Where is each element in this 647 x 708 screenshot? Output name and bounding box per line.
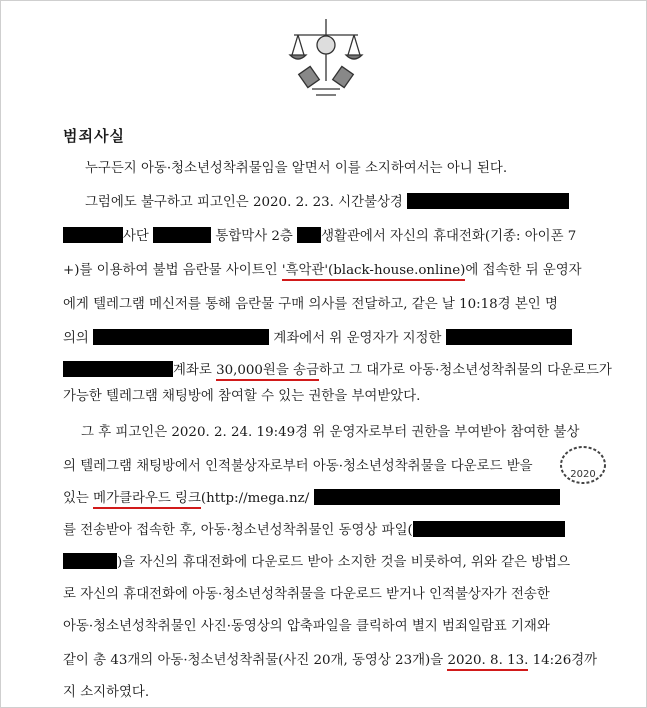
text-line-3: 사단 통합막사 2층 생활관에서 자신의 휴대전화(기종: 아이폰 7	[63, 227, 576, 247]
redaction	[63, 227, 123, 243]
redaction	[153, 227, 211, 243]
redaction	[297, 227, 321, 243]
court-seal-icon	[286, 11, 366, 101]
text-line-7: 계좌로 30,000원을 송금하고 그 대가로 아동·청소년성착취물의 다운로드가	[63, 361, 612, 381]
text-line-9: 그 후 피고인은 2020. 2. 24. 19:49경 위 운영자로부터 권한을 부여받아 참여한 불상	[81, 425, 580, 440]
section-heading: 범죄사실	[63, 127, 125, 145]
redaction	[446, 329, 572, 345]
underlined-link-text: 메가클라우드 링크	[93, 491, 201, 509]
text-line-10: 의 텔레그램 채팅방에서 인적불상자로부터 아동·청소년성착취물을 다운로드 받을	[63, 459, 533, 474]
redaction	[314, 489, 560, 505]
underlined-site-name: '흑악관'(black-house.online)	[282, 263, 466, 281]
text-line-5: 에게 텔레그램 메신저를 통해 음란물 구매 의사를 전달하고, 같은 날 10:18경 본인 명	[63, 297, 558, 312]
stamp-text: 2020	[570, 469, 596, 480]
text-line-16: 같이 총 43개의 아동·청소년성착취물(사진 20개, 동영상 23개)을 2020. 8. 13. 14:26경까	[63, 651, 597, 671]
redaction	[413, 521, 565, 537]
text-line-8: 가능한 텔레그램 채팅방에 참여할 수 있는 권한을 부여받았다.	[63, 389, 421, 404]
text-line-2: 그럼에도 불구하고 피고인은 2020. 2. 23. 시간불상경	[85, 193, 569, 213]
text-line-12: 를 전송받아 접속한 후, 아동·청소년성착취물인 동영상 파일(	[63, 521, 565, 541]
redaction	[407, 193, 569, 209]
text-line-17: 지 소지하였다.	[63, 685, 150, 700]
text-line-11: 있는 메가클라우드 링크(http://mega.nz/	[63, 489, 560, 509]
redaction	[93, 329, 269, 345]
redaction	[63, 553, 117, 569]
text-line-13: )을 자신의 휴대전화에 다운로드 받아 소지한 것을 비롯하여, 위와 같은 방법으	[63, 553, 570, 573]
stamp-icon	[557, 441, 609, 489]
text-line-15: 아동·청소년성착취물인 사진·동영상의 압축파일을 클릭하여 별지 범죄일람표 기재와	[63, 619, 550, 634]
text-line-6: 의의 계좌에서 위 운영자가 지정한	[63, 329, 572, 349]
text-line-14: 로 자신의 휴대전화에 아동·청소년성착취물을 다운로드 받거나 인적불상자가 전송한	[63, 587, 550, 602]
text-line-1: 누구든지 아동·청소년성착취물임을 알면서 이를 소지하여서는 아니 된다.	[85, 161, 508, 176]
redaction	[63, 361, 173, 377]
underlined-date: 2020. 8. 13.	[447, 653, 528, 671]
text-line-4: +)를 이용하여 불법 음란물 사이트인 '흑악관'(black-house.online)에 접속한 뒤 운영자	[63, 261, 582, 281]
underlined-amount: 30,000원을 송금	[216, 363, 319, 381]
